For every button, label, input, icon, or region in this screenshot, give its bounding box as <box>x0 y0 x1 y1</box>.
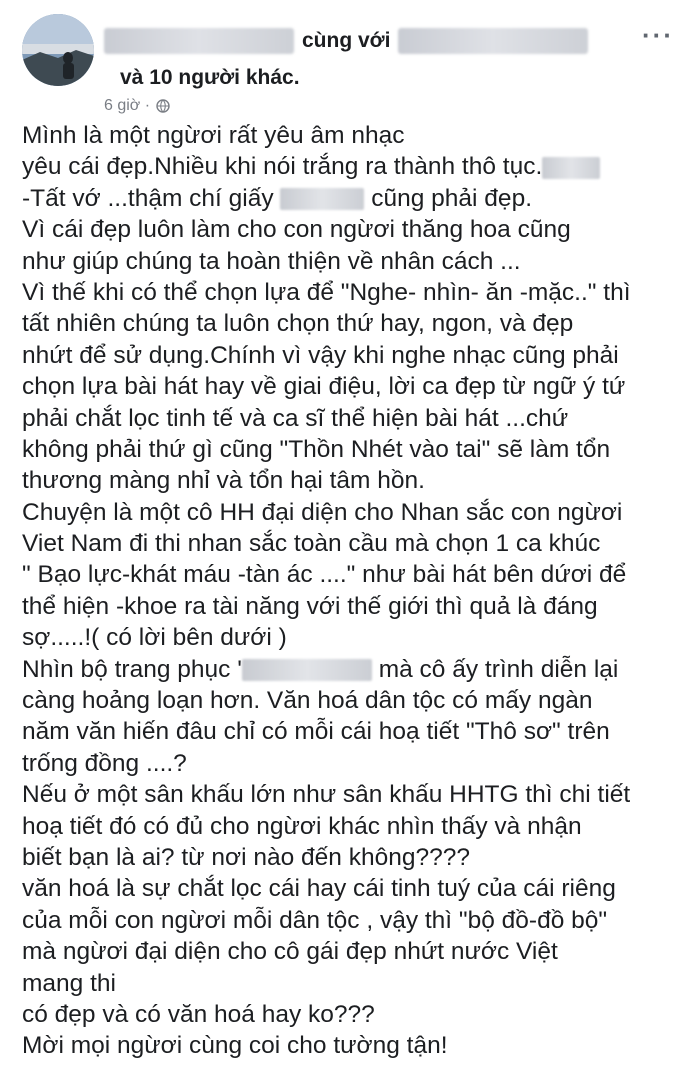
post-line: của mỗi con ngừơi mỗi dân tộc , vậy thì "bộ đồ-đồ bộ" <box>22 906 608 934</box>
post-line <box>22 654 682 685</box>
post-line: " Bạo lực-khát máu -tàn ác ...." như bài hát bên dứơi để <box>22 561 627 589</box>
post-line: năm văn hiến đâu chỉ có mỗi cái hoạ tiết "Thô sơ" trên <box>22 718 610 746</box>
post-line: Vì cái đẹp luôn làm cho con ngừơi thăng hoa cũng <box>22 216 571 244</box>
post-line: sợ.....!( có lời bên dưới ) <box>22 624 287 652</box>
post-line: văn hoá là sự chắt lọc cái hay cái tinh tuý của cái riêng <box>22 875 616 903</box>
post-timestamp-row <box>104 97 170 115</box>
post-line: hoạ tiết đó có đủ cho ngừơi khác nhìn thấy và nhận <box>22 812 582 840</box>
blurred-word <box>542 157 600 179</box>
post-line: có đẹp và có văn hoá hay ko??? <box>22 1000 375 1028</box>
post-line: Nếu ở một sân khấu lớn như sân khấu HHTG thì chi tiết <box>22 781 631 809</box>
post-line: thể hiện -khoe ra tài năng với thế giới thì quả là đáng <box>22 592 598 620</box>
post-line-text: cũng phải đẹp. <box>371 184 532 212</box>
blurred-tagged-name[interactable] <box>398 28 588 54</box>
post-line-text: yêu cái đẹp.Nhiều khi nói trắng ra thành thô tục. <box>22 153 543 181</box>
post-body <box>22 120 682 1062</box>
with-label: cùng với <box>302 29 391 52</box>
post-line-text: mà cô ấy trình diễn lại <box>378 655 619 683</box>
post-line: Mời mọi ngừơi cùng coi cho tường tận! <box>22 1032 448 1060</box>
post-header-names <box>104 26 588 56</box>
post-line: Chuyện là một cô HH đại diện cho Nhan sắc con ngừơi <box>22 498 623 526</box>
more-options-icon[interactable]: ··· <box>642 20 674 50</box>
post-line: không phải thứ gì cũng "Thồn Nhét vào tai" sẽ làm tổn <box>22 435 611 463</box>
post-line: phải chắt lọc tinh tế và ca sĩ thể hiện bài hát ...chứ <box>22 404 569 432</box>
post-line: Vì thế khi có thể chọn lựa để "Nghe- nhìn- ăn -mặc.." thì <box>22 278 631 306</box>
post-line: Viet Nam đi thi nhan sắc toàn cầu mà chọn 1 ca khúc <box>22 530 601 558</box>
post-line: Mình là một ngừơi rất yêu âm nhạc <box>22 122 405 149</box>
avatar[interactable] <box>22 14 94 86</box>
post-line: chọn lựa bài hát hay về giai điệu, lời ca đẹp từ ngữ ý tứ <box>22 373 626 401</box>
post-line: mà ngừơi đại diện cho cô gái đẹp nhứt nước Việt <box>22 938 558 966</box>
post-line: trống đồng ....? <box>22 749 187 777</box>
globe-icon <box>156 99 170 113</box>
blurred-word <box>242 659 372 681</box>
post-timestamp[interactable]: 6 giờ · <box>104 97 151 114</box>
post-line-text: Nhìn bộ trang phục ' <box>22 655 242 683</box>
post-line-text: -Tất vớ ...thậm chí giấy <box>22 184 274 212</box>
post-line: tất nhiên chúng ta luôn chọn thứ hay, ngon, và đẹp <box>22 310 574 338</box>
post-line: thương màng nhỉ và tổn hại tâm hồn. <box>22 467 425 495</box>
post-line: như giúp chúng ta hoàn thiện về nhân cách ... <box>22 247 521 275</box>
post-line: biết bạn là ai? từ nơi nào đến không???? <box>22 843 470 871</box>
post-line: càng hoảng loạn hơn. Văn hoá dân tộc có mấy ngàn <box>22 687 593 715</box>
post-line <box>22 183 682 214</box>
avatar-image <box>22 14 94 86</box>
blurred-word <box>280 188 364 210</box>
post-line: mang thi <box>22 969 116 997</box>
tagged-others-link[interactable]: và 10 người khác. <box>120 66 300 89</box>
blurred-author-name[interactable] <box>104 28 294 54</box>
post-line <box>22 151 682 182</box>
post-line: nhứt để sử dụng.Chính vì vậy khi nghe nhạc cũng phải <box>22 341 619 369</box>
